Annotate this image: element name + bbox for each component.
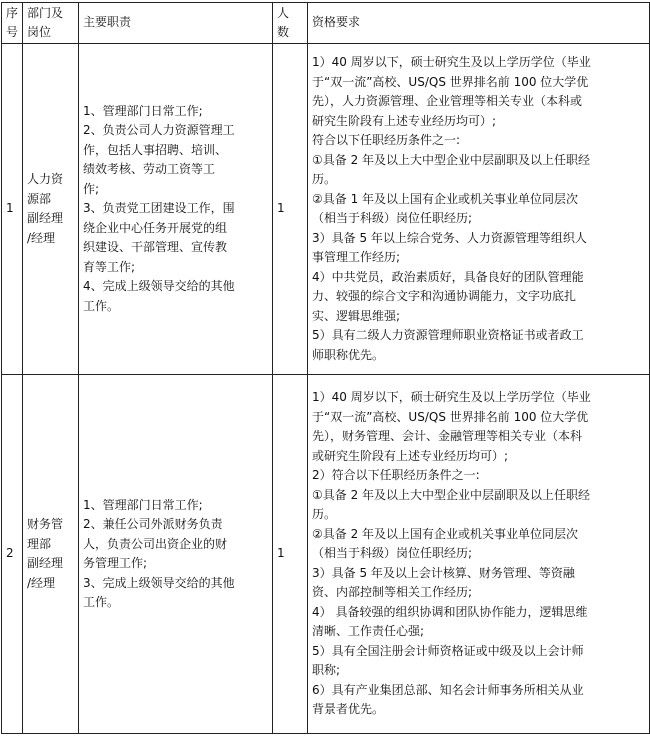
- duties-cell: 1、管理部门日常工作; 2、负责公司人力资源管理工 作，包括人事招聘、培训、 绩效考核、劳动工资等工 作; 3、负责党工团建设工作，围 绕企业中心任务开展党的组 织建设、干部管理、宣传教 育等工作; 4、完成上级领导交给的其他 工作。: [79, 44, 273, 375]
- headcount-cell: 1: [273, 44, 308, 375]
- header-seq: 序 号: [2, 3, 23, 44]
- header-department-position: 部门及 岗位: [23, 3, 79, 44]
- seq-cell: 2: [2, 375, 23, 734]
- department-cell: 人力资 源部 副经理 /经理: [23, 44, 79, 375]
- header-qualifications: 资格要求: [308, 3, 650, 44]
- duties-cell: 1、管理部门日常工作; 2、兼任公司外派财务负责 人，负责公司出资企业的财 务管理工作; 3、完成上级领导交给的其他 工作。: [79, 375, 273, 734]
- qualifications-cell: 1）40 周岁以下，硕士研究生及以上学历学位（毕业 于“双一流”高校、US/QS 世界排名前 100 位大学优 先），财务管理、会计、金融管理等相关专业（本科 或研究生阶段有上述专业经历均可）; 2）符合以下任职经历条件之一: ①具备 2 年及以上大中型企业中层副职及以上任职经 历。 ②具备 2 年及以上国有企业或机关事业单位同层次 （相当于科级）岗位任职经历; 3）具备 5 年及以上会计核算、财务管理、等资融 资、内部控制等相关工作经历; 4） 具备较强的组织协调和团队协作能力，逻辑思维 清晰、工作责任心强; 5）具有全国注册会计师资格证或中级及以上会计师 职称; 6）具有产业集团总部、知名会计师事务所相关从业 背景者优先。: [308, 375, 650, 734]
- table-row: [2, 44, 650, 375]
- department-cell: 财务管 理部 副经理 /经理: [23, 375, 79, 734]
- headcount-cell: 1: [273, 375, 308, 734]
- seq-cell: 1: [2, 44, 23, 375]
- header-row: [2, 3, 650, 44]
- qualifications-cell: 1）40 周岁以下，硕士研究生及以上学历学位（毕业 于“双一流”高校、US/QS 世界排名前 100 位大学优 先），人力资源管理、企业管理等相关专业（本科或 研究生阶段有上述专业经历均可）; 符合以下任职经历条件之一: ①具备 2 年及以上大中型企业中层副职及以上任职经 历。 ②具备 1 年及以上国有企业或机关事业单位同层次 （相当于科级）岗位任职经历; 3）具备 5 年以上综合党务、人力资源管理等组织人 事管理工作经历; 4）中共党员，政治素质好，具备良好的团队管理能 力、较强的综合文字和沟通协调能力，文字功底扎 实、逻辑思维强; 5）具有二级人力资源管理师职业资格证书或者政工 师职称优先。: [308, 44, 650, 375]
- header-headcount: 人 数: [273, 3, 308, 44]
- recruitment-table: [1, 2, 650, 734]
- header-main-duties: 主要职责: [79, 3, 273, 44]
- table-row: [2, 375, 650, 734]
